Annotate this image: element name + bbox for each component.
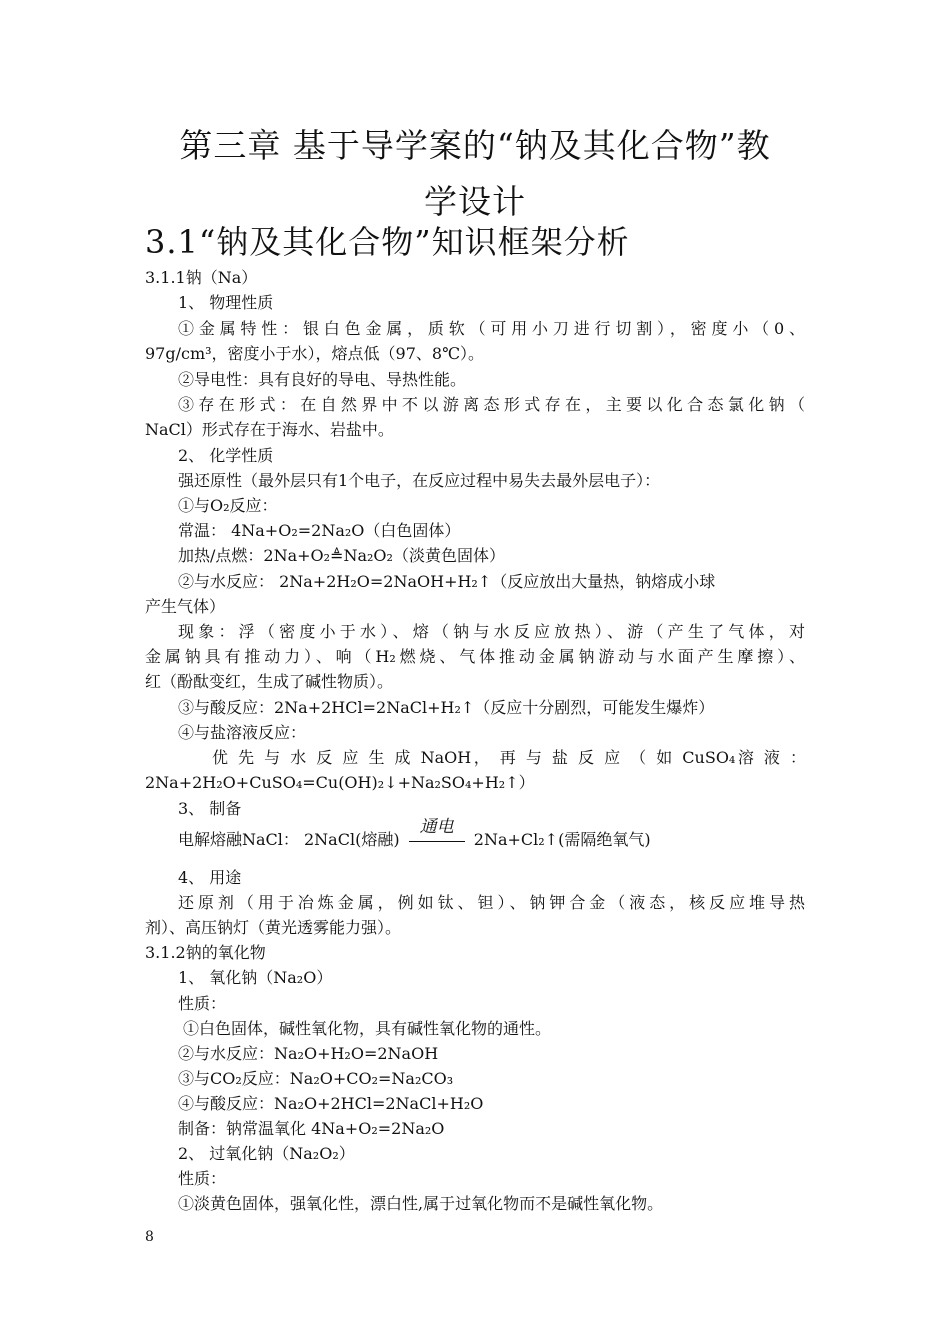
reaction-arrow-bar [409, 841, 465, 842]
heading-sodium-peroxide: 2、 过氧化钠（Na₂O₂） [178, 1144, 355, 1163]
paragraph-line: 现象：浮（密度小于水）、熔（钠与水反应放热）、游（产生了气体，对 [178, 622, 805, 641]
reaction-condition-label: 通电 [419, 816, 454, 836]
heading-preparation: 3、 制备 [178, 799, 242, 818]
reaction-equation: ②与水反应： 2Na+2H₂O=2NaOH+H₂↑（反应放出大量热，钠熔成小球 [178, 572, 716, 591]
chapter-title-line-2: 学设计 [424, 182, 526, 221]
paragraph-line: 剂）、高压钠灯（黄光透雾能力强）。 [145, 918, 402, 937]
paragraph-line: 97g/cm³，密度小于水），熔点低（97、8℃）。 [145, 344, 484, 363]
paragraph-line: ①金属特性：银白色金属，质软（可用小刀进行切割），密度小（0、 [178, 319, 805, 338]
paragraph-line: NaCl）形式存在于海水、岩盐中。 [145, 420, 394, 439]
electrolysis-prefix: 电解熔融NaCl： [178, 830, 299, 849]
reaction-heading: ④与盐溶液反应： [178, 723, 307, 742]
reaction-equation: 常温： 4Na+O₂=2Na₂O（白色固体） [178, 521, 461, 540]
electrolysis-products: 2Na+Cl₂↑(需隔绝氧气) [473, 830, 651, 849]
chapter-title-line-1: 第三章 基于导学案的“钠及其化合物”教 [179, 126, 771, 165]
reaction-equation: ②与水反应：Na₂O+H₂O=2NaOH [178, 1044, 439, 1063]
subsection-heading-sodium-oxides: 3.1.2钠的氧化物 [145, 943, 266, 962]
page-number: 8 [145, 1229, 154, 1245]
section-title: 3.1“钠及其化合物”知识框架分析 [145, 223, 630, 261]
subsection-heading-sodium: 3.1.1钠（Na） [145, 268, 258, 287]
reaction-equation: ③与CO₂反应：Na₂O+CO₂=Na₂CO₃ [178, 1069, 454, 1088]
heading-uses: 4、 用途 [178, 868, 242, 887]
paragraph-line: ①淡黄色固体，强氧化性，漂白性,属于过氧化物而不是碱性氧化物。 [178, 1194, 664, 1213]
paragraph-line: 性质： [178, 994, 227, 1013]
reaction-equation: 制备：钠常温氧化 4Na+O₂=2Na₂O [178, 1119, 445, 1138]
electrolysis-reactants: 2NaCl(熔融) [304, 830, 400, 849]
paragraph-line: 还原剂（用于冶炼金属，例如钛、钽）、钠钾合金（液态，核反应堆导热 [178, 893, 805, 912]
paragraph-line: 强还原性（最外层只有1个电子，在反应过程中易失去最外层电子）： [178, 471, 661, 490]
reaction-heading: ①与O₂反应： [178, 496, 278, 515]
paragraph-line: 金属钠具有推动力）、响（H₂燃烧、气体推动金属钠游动与水面产生摩擦）、 [145, 647, 805, 666]
paragraph-line: ①白色固体，碱性氧化物，具有碱性氧化物的通性。 [183, 1019, 552, 1038]
paragraph-line: 优 先 与 水 反 应 生 成 NaOH， 再 与 盐 反 应 （ 如 CuSO₄溶 液 ： [212, 748, 806, 767]
reaction-condition-arrow [409, 816, 465, 853]
paragraph-line: 红（酚酞变红，生成了碱性物质）。 [145, 672, 394, 691]
reaction-equation: ④与酸反应：Na₂O+2HCl=2NaCl+H₂O [178, 1094, 484, 1113]
reaction-equation: 加热/点燃：2Na+O₂≜Na₂O₂（淡黄色固体） [178, 546, 505, 565]
chapter-title [120, 118, 830, 230]
electrolysis-equation [178, 816, 651, 853]
paragraph-line: 性质： [178, 1169, 227, 1188]
reaction-equation: ③与酸反应：2Na+2HCl=2NaCl+H₂↑（反应十分剧烈，可能发生爆炸） [178, 698, 715, 717]
heading-sodium-oxide: 1、 氧化钠（Na₂O） [178, 968, 333, 987]
heading-physical-properties: 1、 物理性质 [178, 293, 274, 312]
reaction-equation: 2Na+2H₂O+CuSO₄=Cu(OH)₂↓+Na₂SO₄+H₂↑） [145, 773, 535, 792]
paragraph-line: ③存在形式：在自然界中不以游离态形式存在，主要以化合态氯化钠（ [178, 395, 805, 414]
paragraph-line: 产生气体） [145, 597, 226, 616]
paragraph-line: ②导电性：具有良好的导电、导热性能。 [178, 370, 467, 389]
heading-chemical-properties: 2、 化学性质 [178, 446, 274, 465]
